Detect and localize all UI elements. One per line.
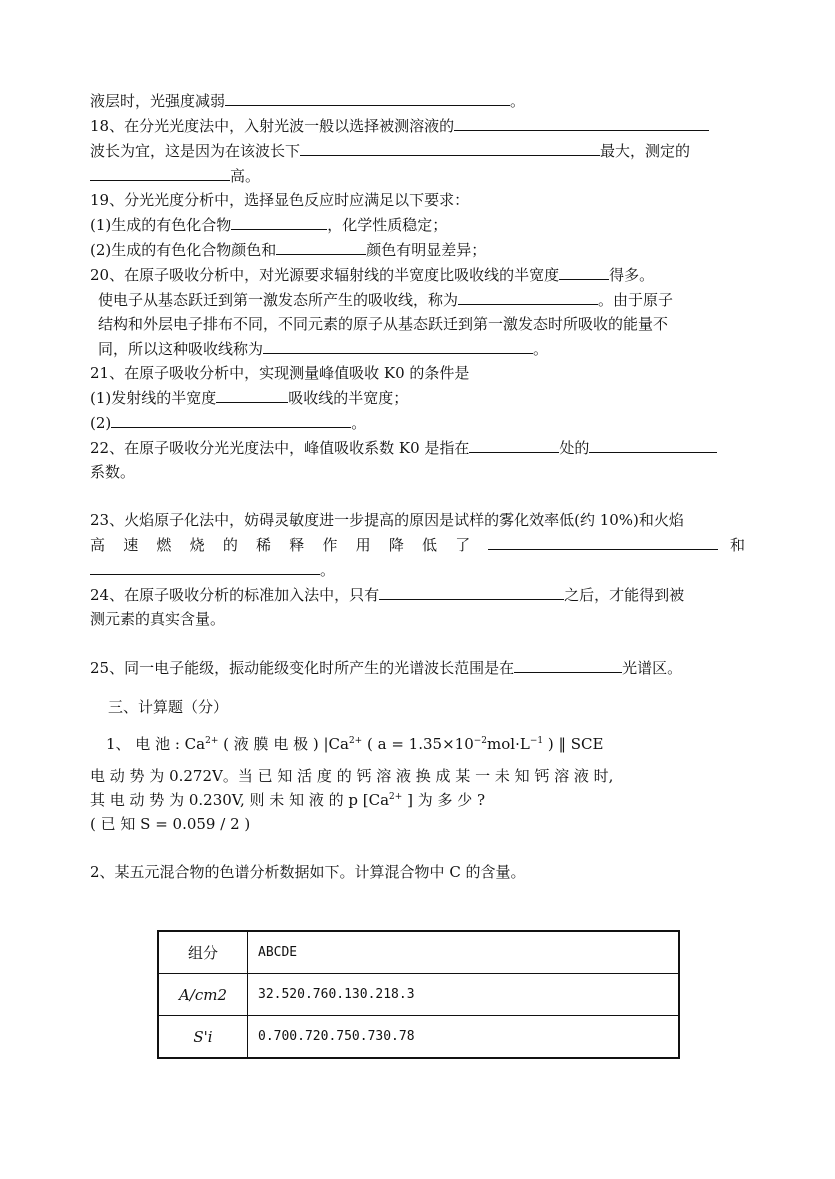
- calc-question-1: 1、 电 池 : $Ca^{2+}$ ( 液 膜 电 极 ) $|Ca^{2+}$ ( $a = 1.35\times 10^{-2}mol\cdot L^{-1}$ ) ‖ SCE 电 动 势 为 0.272V。当 已 知 活 度 的 钙 溶 液 换 成 某 一 未 知 钙 溶 液 时, 其 电 动 势 为 0.230V, 则 未 知 液 的 p [$Ca^{2+}$ ] 为 多 少 ? ( 已 知 S = 0.059 / 2 ): [90, 735, 614, 833]
- answer-blank[interactable]: [589, 435, 717, 453]
- answer-blank[interactable]: [225, 88, 510, 106]
- table-row: [158, 974, 679, 1016]
- table-header-cell: A/cm2: [158, 974, 248, 1016]
- document-body: [90, 88, 745, 884]
- answer-blank[interactable]: [231, 212, 327, 230]
- table-cell: ABCDE: [248, 931, 680, 974]
- answer-blank[interactable]: [469, 435, 559, 453]
- answer-blank[interactable]: [379, 582, 564, 600]
- answer-blank[interactable]: [559, 262, 609, 280]
- question-21: 21、在原子吸收分析中，实现测量峰值吸收 K0 的条件是 (1)发射线的半宽度 吸收线的半宽度； (2) 。: [90, 364, 470, 432]
- answer-blank[interactable]: [90, 163, 230, 181]
- question-20: 20、在原子吸收分析中，对光源要求辐射线的半宽度比吸收线的半宽度 得多。 使电子从基态跃迁到第一激发态所产生的吸收线，称为 。由于原子 结构和外层电子排布不同，不同元素的原子从基态跃迁到第一激发态时所吸收的能量不 同，所以这种吸收线称为 。: [90, 262, 745, 361]
- calc-question-2: 2、某五元混合物的色谱分析数据如下。计算混合物中 C 的含量。: [90, 863, 526, 881]
- table-row: [158, 931, 679, 974]
- answer-blank[interactable]: [488, 532, 718, 550]
- section-heading: 三、计算题（分）: [108, 698, 229, 716]
- answer-blank[interactable]: [514, 655, 622, 673]
- answer-blank[interactable]: [276, 237, 366, 255]
- question-23: 23、火焰原子化法中，妨碍灵敏度进一步提高的原因是试样的雾化效率低(约 10%)和火焰 高 速 燃 烧 的 稀 释 作 用 降 低 了 和 。: [90, 511, 745, 579]
- table-header-cell: 组分: [158, 931, 248, 974]
- table-header-cell: S'i: [158, 1016, 248, 1059]
- table-cell: 0.700.720.750.730.78: [248, 1016, 680, 1059]
- answer-blank[interactable]: [454, 113, 709, 131]
- answer-blank[interactable]: [111, 410, 351, 428]
- table-cell: 32.520.760.130.218.3: [248, 974, 680, 1016]
- question-18: 18、在分光光度法中，入射光波一般以选择被测溶液的 波长为宜，这是因为在该波长下 最大，测定的 高。: [90, 113, 745, 188]
- answer-blank[interactable]: [90, 557, 320, 575]
- question-25: 25、同一电子能级，振动能级变化时所产生的光谱波长范围是在 光谱区。: [90, 655, 745, 680]
- question-22: 22、在原子吸收分光光度法中，峰值吸收系数 K0 是指在 处的 系数。: [90, 435, 745, 484]
- answer-blank[interactable]: [300, 138, 600, 156]
- table-row: [158, 1016, 679, 1059]
- answer-blank[interactable]: [458, 287, 598, 305]
- answer-blank[interactable]: [263, 336, 533, 354]
- question-17-tail: 液层时，光强度减弱 。: [90, 88, 745, 113]
- answer-blank[interactable]: [216, 385, 288, 403]
- question-24: 24、在原子吸收分析的标准加入法中，只有 之后，才能得到被 测元素的真实含量。: [90, 582, 745, 631]
- data-table: [157, 930, 680, 1059]
- question-19: 19、分光光度分析中，选择显色反应时应满足以下要求： (1)生成的有色化合物 ，化学性质稳定； (2)生成的有色化合物颜色和 颜色有明显差异；: [90, 191, 487, 259]
